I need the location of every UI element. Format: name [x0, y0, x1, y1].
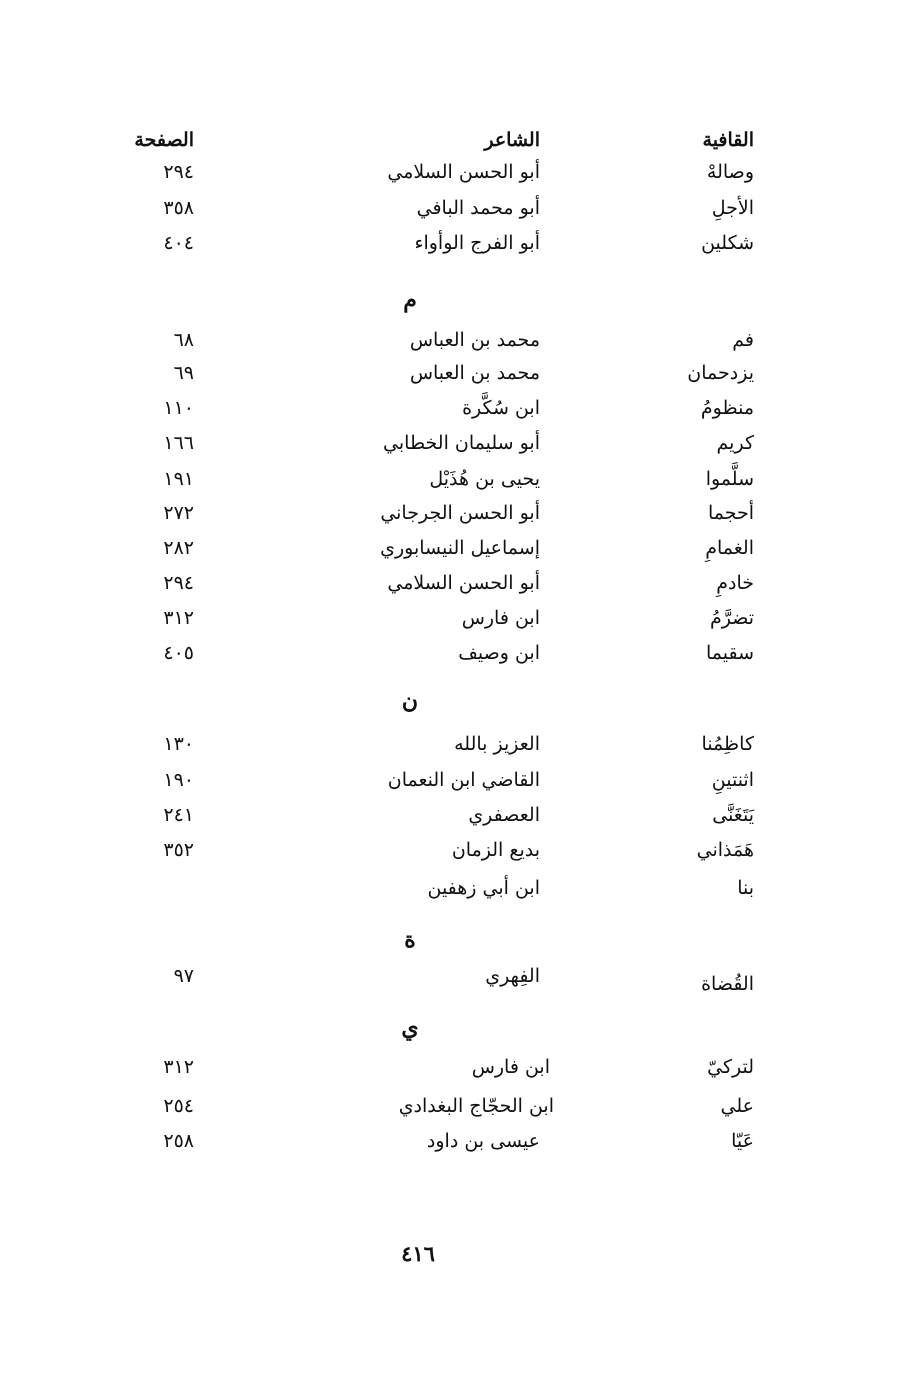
qafia-cell: سقيما — [705, 642, 754, 664]
poet-cell: العصفري — [468, 804, 540, 826]
table-row — [0, 565, 916, 601]
poet-cell: ابن فارس — [461, 607, 540, 629]
qafia-cell: القُضاة — [701, 973, 754, 995]
table-row — [0, 495, 916, 531]
qafia-cell: هَمَذاني — [696, 839, 754, 861]
poet-cell: القاضي ابن النعمان — [387, 769, 540, 791]
poet-cell: العزيز بالله — [454, 733, 540, 755]
section-letter: ة — [404, 927, 416, 953]
poet-cell: ابن وصيف — [458, 642, 540, 664]
page-cell: ٢٨٢ — [163, 537, 194, 559]
page-cell: ٦٩ — [173, 362, 194, 384]
section-letter: ي — [401, 1015, 419, 1041]
table-row — [0, 461, 916, 497]
qafia-cell: وصالهْ — [706, 161, 754, 183]
table-row — [0, 225, 916, 261]
page-number: ٤١٦ — [401, 1241, 435, 1266]
qafia-cell: الغمامِ — [705, 537, 754, 559]
page-cell: ٦٨ — [173, 329, 194, 351]
header-page: الصفحة — [134, 129, 194, 151]
table-row — [0, 355, 916, 391]
poet-cell: محمد بن العباس — [409, 329, 540, 351]
table-row — [0, 390, 916, 426]
poet-cell: ابن فارس — [471, 1056, 550, 1078]
table-row — [0, 530, 916, 566]
table-row — [0, 958, 916, 994]
table-row — [0, 154, 916, 190]
qafia-cell: علي — [720, 1095, 754, 1117]
section-letter: ن — [401, 688, 419, 714]
poet-cell: عيسى بن داود — [426, 1130, 540, 1152]
table-row — [0, 600, 916, 636]
qafia-cell: خادمِ — [716, 572, 754, 594]
header-qafia: القافية — [702, 129, 754, 151]
poet-cell: أبو محمد البافي — [416, 197, 540, 219]
page-cell: ٢٥٨ — [163, 1130, 194, 1152]
page-cell: ٣١٢ — [163, 1056, 194, 1078]
poet-cell: ابن أبي زهفين — [427, 877, 540, 899]
poet-cell: ابن الحجّاج البغدادي — [398, 1095, 554, 1117]
poet-cell: أبو الفرج الوأواء — [414, 232, 540, 254]
page-cell: ١٣٠ — [163, 733, 194, 755]
page-cell: ٣٥٨ — [163, 197, 194, 219]
table-row — [0, 1088, 916, 1124]
qafia-cell: يَتَغَنَّى — [712, 804, 754, 826]
table-row — [0, 762, 916, 798]
qafia-cell: الأجلِ — [711, 197, 754, 219]
qafia-cell: شكلين — [701, 232, 754, 254]
section-letter: م — [403, 287, 417, 313]
table-row — [0, 870, 916, 906]
poet-cell: أبو الحسن السلامي — [387, 572, 540, 594]
table-row — [0, 1049, 916, 1085]
qafia-cell: كاظِمُنا — [701, 733, 754, 755]
qafia-cell: لتركيّ — [707, 1056, 754, 1078]
poet-cell: بديع الزمان — [451, 839, 540, 861]
poet-cell: الفِهري — [485, 965, 540, 987]
table-row — [0, 322, 916, 358]
page-cell: ٢٩٤ — [163, 161, 194, 183]
table-row — [0, 190, 916, 226]
page-cell: ٢٥٤ — [163, 1095, 194, 1117]
page-cell: ٢٩٤ — [163, 572, 194, 594]
page-cell: ٣٥٢ — [163, 839, 194, 861]
table-row — [0, 425, 916, 461]
poet-cell: ابن سُكَّرة — [462, 397, 540, 419]
poet-cell: محمد بن العباس — [409, 362, 540, 384]
table-row — [0, 635, 916, 671]
page-cell: ٣١٢ — [163, 607, 194, 629]
qafia-cell: سلَّموا — [705, 468, 754, 490]
page-cell: ٢٤١ — [163, 804, 194, 826]
page-cell: ٤٠٥ — [163, 642, 194, 664]
qafia-cell: أحجما — [707, 502, 754, 524]
qafia-cell: فم — [732, 329, 754, 351]
page-cell: ١١٠ — [163, 397, 194, 419]
qafia-cell: يزدحمان — [687, 362, 754, 384]
page-cell: ١٩١ — [163, 468, 194, 490]
qafia-cell: بنا — [737, 877, 754, 899]
qafia-cell: اثنتينِ — [711, 769, 754, 791]
poet-cell: أبو سليمان الخطابي — [383, 432, 540, 454]
poet-cell: أبو الحسن السلامي — [387, 161, 540, 183]
page-cell: ١٦٦ — [163, 432, 194, 454]
poet-cell: أبو الحسن الجرجاني — [380, 502, 540, 524]
poet-cell: يحيى بن هُذَيْل — [429, 468, 540, 490]
page-cell: ٩٧ — [173, 965, 194, 987]
table-row — [0, 797, 916, 833]
header-poet: الشاعر — [484, 129, 540, 151]
qafia-cell: كريم — [716, 432, 754, 454]
page-cell: ٤٠٤ — [163, 232, 194, 254]
table-header — [0, 122, 916, 158]
page-cell: ٢٧٢ — [163, 502, 194, 524]
table-row — [0, 1123, 916, 1159]
poet-cell: إسماعيل النيسابوري — [380, 537, 540, 559]
qafia-cell: منظومُ — [700, 397, 754, 419]
qafia-cell: تضرَّمُ — [709, 607, 754, 629]
page-cell: ١٩٠ — [163, 769, 194, 791]
qafia-cell: عَيّا — [731, 1130, 754, 1152]
table-row — [0, 832, 916, 868]
table-row — [0, 726, 916, 762]
